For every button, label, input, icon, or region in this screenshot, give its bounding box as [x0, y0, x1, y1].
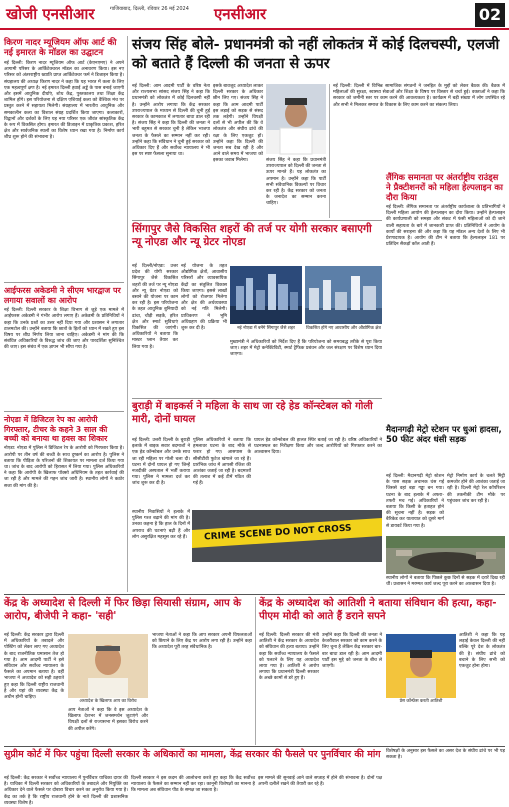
story-headline: आईफरस अकेडमी ने सीएम भारद्वाज पर लगाया सवालों का आरोप [4, 286, 121, 305]
portrait-icon [68, 634, 148, 698]
crime-column [254, 438, 382, 508]
crime-tape-text: CRIME SCENE DO NOT CROSS [203, 523, 352, 543]
banner-column [386, 749, 505, 798]
story-body: विशेषज्ञों के अनुसार इस फैसले का असर देश के संघीय ढांचे पर भी पड़ सकता है। [386, 749, 505, 761]
story-body: नई दिल्ली: आम आदमी पार्टी के वरिष्ठ नेता और राज्यसभा सांसद संजय सिंह ने कहा कि प्रधानमंत्री को लोकतंत्र में कोई दिलचस्पी नहीं है। उन्होंने आरोप लगाया कि केंद्र सरकार उपराज्यपाल के माध्यम से दिल्ली की चुनी हुई सरकार के कामकाज में लगातार बाधा डाल रही है। संजय सिंह ने कहा कि दिल्ली की जनता ने भारी बहुमत से सरकार चुनी है लेकिन भाजपा जनता के फैसले का सम्मान नहीं कर रही। उन्होंने कहा कि संविधान ने चुनी हुई सरकार को अधिकार दिए हैं और सर्वोच्च न्यायालय ने भी इस पर स्पष्ट फैसला सुनाया था। [132, 84, 210, 158]
bottom-left-column [68, 708, 148, 743]
banner-column [4, 776, 128, 806]
story-body: नई दिल्ली: दिल्ली में विभिन्न सामाजिक संगठनों ने जनहित के मुद्दों को लेकर बैठक की। बैठक में महिलाओं की सुरक्षा, स्वास्थ्य सेवाओं और शिक्षा के विषय पर विस्तार से चर्चा हुई। वक्ताओं ने कहा कि सरकार को जमीनी स्तर पर काम करने की आवश्यकता है। कार्यक्रम में बड़ी संख्या में लोग उपस्थित रहे और सभी ने मिलकर समाज के विकास के लिए काम करने का संकल्प लिया। [333, 84, 505, 108]
photo-caption: विकसित होंगे नए आवासीय और औद्योगिक क्षेत्र [306, 326, 381, 331]
skyline-icon [230, 266, 302, 324]
metro-headline [386, 424, 505, 472]
story-body: संजय सिंह ने कहा कि प्रधानमंत्री उपराज्यपाल को दिल्ली की जनता से ऊपर मानते हैं। यह लोकतंत्र का अपमान है। उन्होंने कहा कि पार्टी सभी संवैधानिक विकल्पों पर विचार कर रही है। केंद्र सरकार को जनता के जनादेश का सम्मान करना चाहिए। [266, 158, 327, 207]
crime-column [193, 438, 251, 508]
story-body: नई दिल्ली: लैंगिक समानता पर अंतर्राष्ट्रीय कार्यशाला के प्रतिभागियों ने दिल्ली महिला आयोग की हेल्पलाइन का दौरा किया। उन्होंने हेल्पलाइन की कार्यप्रणाली को समझा और संकट में फंसी महिलाओं को दी जाने वाली सहायता के बारे में जानकारी प्राप्त की। प्रतिनिधियों ने आयोग के कार्यों की सराहना की और कहा कि यह मॉडल अन्य देशों के लिए भी प्रेरणादायक है। आयोग की टीम ने बताया कि हेल्पलाइन 181 पर प्रतिदिन सैकड़ों कॉल आती हैं। [386, 205, 505, 248]
story-body: आतिशी ने कहा कि यह लड़ाई केवल दिल्ली की नहीं बल्कि पूरे देश के लोकतंत्र की है। संघीय ढांचे को बचाने के लिए सभी को एकजुट होना होगा। [459, 633, 505, 670]
story-headline: किरण नादर म्यूजियम ऑफ आर्ट की नई इमारत के मॉडल का उद्घाटन [4, 38, 117, 58]
story-body: मेट्रो निर्माण कार्य के चलते मिट्टी कमजोर होने की आशंका जताई जा रही है। दिल्ली मेट्रो रेल कॉर्पोरेशन की तकनीकी टीम मौके पर पहुंचकर जांच कर रही है। [447, 474, 505, 504]
story-body: स्थानीय निवासियों ने इलाके में पुलिस गश्त बढ़ाने की मांग की है। उनका कहना है कि हाल के दिनों में अपराध की घटनाएं बढ़ी हैं और लोग असुरक्षित महसूस कर रहे हैं। [132, 510, 190, 540]
lead-column [132, 84, 210, 218]
road-sinkhole-photo [386, 536, 505, 574]
bottom-right-column [322, 633, 382, 743]
banner-column [258, 776, 382, 798]
sinkhole-icon [386, 536, 505, 574]
story-headline: नोएडा में डिजिटल रेप का आरोपी गिरफ्तार, टीचर के कहने 3 साल की बच्ची को बनाया था हवस का शिकार [4, 415, 108, 443]
bottom-left-column [152, 633, 252, 743]
story-body: स्थानीय लोगों ने बताया कि पिछले कुछ दिनों से सड़क में दरारें दिख रही थीं। प्रशासन ने मरम्मत कार्य जल्द पूरा करने का आश्वासन दिया है। [386, 576, 505, 588]
portrait-icon [386, 634, 456, 698]
photo-caption: अध्यादेश के खिलाफ आप का विरोध [79, 699, 137, 704]
story-body: नई दिल्ली/नोएडा: उत्तर प्रदेश की योगी सरकार सिंगापुर जैसे विकसित शहरों की तर्ज पर न्यू नोएडा और न्यू ग्रेटर नोएडा को बसाने की योजना पर काम कर रही है। इस परियोजना के तहत आधुनिक बुनियादी ढांचा, चौड़ी सड़कें, हरित क्षेत्र और स्मार्ट सुविधाएं विकसित की जाएंगी। अधिकारियों ने बताया कि मास्टर प्लान तैयार कर लिया गया है। [132, 264, 178, 350]
left-column [4, 38, 124, 590]
city-skyline-photo [230, 266, 302, 324]
lead-headline-text: संजय सिंह बोले- प्रधानमंत्री को नहीं लोकतंत्र में कोई दिलचस्पी, एलजी को बताते हैं दिल्ली की जनता से ऊपर [132, 37, 500, 72]
singapore-headline [132, 223, 384, 263]
side-column [333, 84, 505, 170]
politician-photo [68, 634, 148, 698]
city-skyline-photo [305, 266, 382, 324]
story-body: नई दिल्ली: दिल्ली सरकार की मंत्री आतिशी ने केंद्र सरकार के अध्यादेश को संविधान की हत्या बताया। उन्होंने कहा कि सर्वोच्च न्यायालय के फैसले को पलटने के लिए यह अध्यादेश लाया गया है। आतिशी ने आरोप लगाया कि प्रधानमंत्री दिल्ली सरकार के अच्छे कामों से डरे हुए हैं। [259, 633, 319, 682]
crime-column [132, 510, 190, 590]
crime-headline [132, 401, 384, 437]
singapore-column [132, 264, 178, 394]
story-body: नई योजना के तहत औद्योगिक क्षेत्रों, आवासीय परिसरों और व्यावसायिक केंद्रों का संतुलित विकास किया जाएगा। इससे लाखों लोगों को रोजगार मिलेगा और क्षेत्र की अर्थव्यवस्था को नई गति मिलेगी। प्राधिकरण ने भूमि अधिग्रहण की प्रक्रिया भी शुरू कर दी है। [181, 264, 227, 332]
story-body: उन्होंने कहा कि दिल्ली की जनता ने केजरीवाल सरकार को काम करने के लिए चुना है लेकिन केंद्र सरकार बार-बार बाधा डाल रही है। आम आदमी पार्टी इस मुद्दे को जनता के बीच ले जाएगी। [322, 633, 382, 670]
crime-scene-photo [192, 510, 382, 562]
atishi-photo [386, 634, 456, 698]
story-body: नोएडा: नोएडा में पुलिस ने डिजिटल रेप के आरोपी को गिरफ्तार किया है। आरोपी पर तीन वर्ष की बच्ची के साथ दुष्कर्म का आरोप है। पुलिस ने बताया कि पीड़िता के परिजनों की शिकायत पर मामला दर्ज किया गया था। जांच के बाद आरोपी को हिरासत में लिया गया। पुलिस अधिकारियों ने कहा कि आरोपी के खिलाफ पॉक्सो अधिनियम के तहत कार्रवाई की जा रही है और मामले की गहन जांच जारी है। स्थानीय लोगों ने कठोर सजा की मांग की है। [4, 446, 124, 489]
bottom-right-column [459, 633, 505, 743]
story-body: इस मामले की सुनवाई आने वाले सप्ताह में होने की संभावना है। दोनों पक्ष अपनी दलीलें रखने की तैयारी कर रहे हैं। [258, 776, 382, 788]
singapore-headline-text: सिंगापुर जैसे विकसित शहरों की तर्ज पर योगी सरकार बसाएगी न्यू नोएडा और न्यू ग्रेटर नोएडा [132, 223, 372, 249]
bottom-left-headline-text: केंद्र के अध्यादेश से दिल्ली में फिर छिड़ा सियासी संग्राम, आप के आरोप, बीजेपी ने कहा- 'सही' [4, 598, 242, 622]
bottom-left-headline [4, 597, 252, 631]
skyline-icon [305, 266, 382, 324]
portrait-icon [266, 84, 326, 154]
brand-logo: खोजी एनसीआर [6, 5, 95, 23]
story-body: आप नेताओं ने कहा कि वे इस अध्यादेश के खिलाफ देशभर में जनसमर्थन जुटाएंगे और विपक्षी दलों से राज्यसभा में इसका विरोध करने की अपील करेंगे। [68, 708, 148, 732]
singapore-column [181, 264, 227, 394]
story-body: नई दिल्ली: उत्तरी दिल्ली के बुराड़ी इलाके में बाइक सवार बदमाशों ने एक हेड कॉन्स्टेबल और उनके साथ जा रही महिला पर गोली चला दी। घटना में दोनों घायल हो गए जिन्हें नजदीकी अस्पताल में भर्ती कराया गया। पुलिस ने मामला दर्ज कर जांच शुरू कर दी है। [132, 438, 190, 487]
story-body: दिल्ली सरकार ने इस कदम की आलोचना करते हुए कहा कि केंद्र सर्वोच्च न्यायालय के फैसले का सम्मान नहीं कर रहा। कानूनी विशेषज्ञों का मानना है कि मामला अब संविधान पीठ के समक्ष जा सकता है। [131, 776, 255, 794]
lead-headline [132, 36, 505, 80]
story-body: नई दिल्ली: केंद्र सरकार ने सर्वोच्च न्यायालय में पुनर्विचार याचिका दायर की है। याचिका में दिल्ली सरकार को अधिकारियों के तबादले और नियुक्ति का अधिकार देने वाले फैसले पर दोबारा विचार करने का अनुरोध किया गया है। केंद्र का तर्क है कि राष्ट्रीय राजधानी होने के नाते दिल्ली की प्रशासनिक व्यवस्था विशेष है। [4, 776, 128, 806]
story-body: नई दिल्ली: दिल्ली सरकार के शिक्षा विभाग से जुड़े एक मामले में आईफरस अकेडमी ने गंभीर आरोप लगाए हैं। अकेडमी के प्रतिनिधियों ने कहा कि उनके प्रश्नों का उत्तर नहीं दिया गया और प्रशासन ने लगातार टालमटोल की। उन्होंने बताया कि छात्रों के हितों को ध्यान में रखते हुए इस विषय पर शीघ्र निर्णय लिया जाना चाहिए। अकेडमी ने मांग की कि संबंधित अधिकारियों के विरुद्ध जांच की जाए और पारदर्शिता सुनिश्चित की जाए। इस संबंध में एक ज्ञापन भी सौंपा गया है। [4, 308, 124, 351]
story-body: भाजपा नेताओं ने कहा कि आप सरकार अपनी विफलताओं को छिपाने के लिए केंद्र पर आरोप लगा रही है। उन्होंने कहा कि अध्यादेश पूरी तरह संवैधानिक है। [152, 633, 252, 651]
story-body: नई दिल्ली: किरण नादर म्यूजियम ऑफ आर्ट (केएनएमए) ने अपने आगामी परिसर के आर्किटेक्चरल मॉडल का अनावरण किया। इस नए परिसर को अंतरराष्ट्रीय ख्याति प्राप्त आर्किटेक्चर फर्म ने डिजाइन किया है। संग्रहालय की अध्यक्ष किरण नादर ने कहा कि यह भारत में कला के लिए एक महत्वपूर्ण क्षण है। नई इमारत दिल्ली हवाई अड्डे के पास बनाई जाएगी और इसमें आधुनिक दीर्घाएं, शोध केंद्र, पुस्तकालय तथा शिक्षा केंद्र शामिल होंगे। इस परियोजना से दक्षिण एशियाई कला को वैश्विक मंच पर प्रस्तुत करने में सहायता मिलेगी। संग्रहालय में भारतीय आधुनिक और समकालीन कला का विशाल संग्रह प्रदर्शित किया जाएगा। कलाकारों, विद्वानों और दर्शकों के लिए यह नया परिसर एक जीवंत सांस्कृतिक केंद्र के रूप में विकसित होगा। इमारत की डिजाइन में प्राकृतिक प्रकाश, हरित क्षेत्र और सार्वजनिक स्थलों का विशेष ध्यान रखा गया है। निर्माण कार्य शीघ्र शुरू होने की संभावना है। [4, 61, 124, 141]
metro-column [386, 576, 505, 592]
crime-headline-text: बुराड़ी में बाइकर्स ने महिला के साथ जा रहे हेड कॉन्स्टेबल को गोली मारी, दोनों घायल [132, 401, 373, 425]
metro-column [386, 474, 444, 534]
story-body: नई दिल्ली: मैदानगढ़ी मेट्रो स्टेशन के पास सड़क अचानक धंस गई जिससे वहां बड़ा गड्ढा बन गया। घटना के बाद इलाके में अफरा-तफरी मच गई। अधिकारियों ने बताया कि किसी के हताहत होने की सूचना नहीं है। सड़क को बैरिकेड कर यातायात को दूसरे मार्ग से डायवर्ट किया गया है। [386, 474, 444, 529]
photo-caption: नई नोएडा में बनेंगे सिंगापुर जैसे शहर [237, 326, 295, 331]
story-body: इसके बावजूद अध्यादेश लाकर दिल्ली सरकार के अधिकार छीन लिए गए। संजय सिंह ने कहा कि आम आदमी पार्टी इस लड़ाई को सड़क से संसद तक लड़ेगी। उन्होंने विपक्षी दलों से भी अपील की कि वे लोकतंत्र और संघीय ढांचे की रक्षा के लिए एकजुट हों। उन्होंने कहा कि दिल्ली की जनता सब देख रही है और आने वाले समय में भाजपा को इसका जवाब मिलेगा। [213, 84, 263, 164]
masthead [0, 0, 509, 30]
story-body: मुख्यमंत्री ने अधिकारियों को निर्देश दिए हैं कि परियोजना को समयबद्ध तरीके से पूरा किया जाए। शहर में मेट्रो कनेक्टिविटी, स्मार्ट ट्रैफिक प्रबंधन और जल संरक्षण पर विशेष ध्यान दिया जाएगा। [230, 340, 382, 358]
edition-date: गाजियाबाद, दिल्ली, रविवार 26 मई 2024 [110, 6, 189, 12]
lead-column [266, 158, 326, 218]
side-story [386, 172, 505, 422]
crime-column [132, 438, 190, 508]
page-number: 02 [475, 3, 505, 27]
banner-headline-text: सुप्रीम कोर्ट में फिर पहुंचा दिल्ली सरकार के अधिकारों का मामला, केंद्र सरकार की फैसले पर पुनर्विचार की मांग [4, 749, 381, 760]
photo-caption: प्रेस कॉन्फ्रेंस करती आतिशी [399, 699, 443, 704]
story-body: नई दिल्ली: केंद्र सरकार द्वारा दिल्ली में अधिकारियों के तबादले और पोस्टिंग को लेकर लाए गए अध्यादेश के बाद राजनीतिक घमासान तेज हो गया है। आम आदमी पार्टी ने इसे संविधान और सर्वोच्च न्यायालय के फैसले का अपमान बताया है। वहीं भाजपा ने अध्यादेश को सही ठहराते हुए कहा कि दिल्ली राष्ट्रीय राजधानी है और यहां की व्यवस्था केंद्र के अधीन होनी चाहिए। [4, 633, 64, 701]
metro-headline-text: मैदानगढ़ी मेट्रो स्टेशन पर धुआं हादसा, 50 फीट अंदर धंसी सड़क [386, 424, 502, 444]
bottom-left-column [4, 633, 64, 743]
banner-column [131, 776, 255, 798]
story-body: पुलिस अधिकारियों ने बताया कि हमलावर घटना के बाद मौके से फरार हो गए। आसपास के सीसीटीवी फुटेज खंगाले जा रहे हैं। प्रारंभिक जांच में आपसी रंजिश की आशंका जताई जा रही है। बदमाशों की तलाश में कई टीमें गठित की गई हैं। [193, 438, 251, 487]
story-body: घायल हेड कॉन्स्टेबल की हालत स्थिर बताई जा रही है। वरिष्ठ अधिकारियों ने घटनास्थल का निरीक्षण किया और जल्द आरोपियों को गिरफ्तार करने का आश्वासन दिया। [254, 438, 382, 456]
bottom-right-headline [259, 597, 505, 631]
singapore-column [230, 340, 382, 394]
section-title: एनसीआर [214, 5, 267, 23]
banner-headline [4, 749, 384, 775]
metro-column [447, 474, 505, 534]
story-headline: लैंगिक समानता पर अंतर्राष्ट्रीय राउंड्स ने प्रैक्टीशनरों को महिला हेल्पलाइन का दौरा किया [386, 172, 503, 202]
sanjay-singh-photo [266, 84, 326, 154]
bottom-right-headline-text: केंद्र के अध्यादेश को आतिशी ने बताया संविधान की हत्या, कहा-पीएम मोदी को आते हैं डराने सपने [259, 598, 497, 622]
bottom-right-column [259, 633, 319, 743]
lead-column [213, 84, 263, 218]
